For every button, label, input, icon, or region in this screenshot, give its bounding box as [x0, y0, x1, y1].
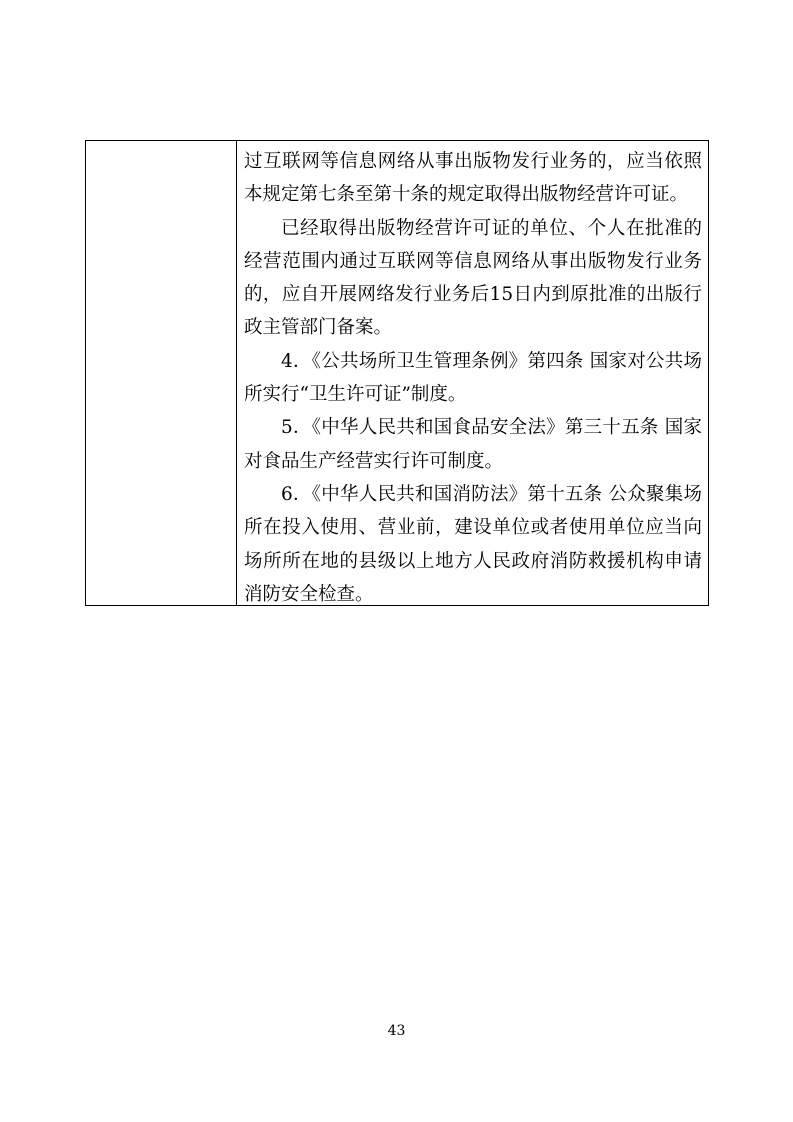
paragraph-food-safety-law: 5．《中华人民共和国食品安全法》第三十五条 国家对食品生产经营实行许可制度。 — [244, 417, 702, 472]
page-number: 43 — [387, 1023, 406, 1039]
provision-table — [85, 140, 709, 606]
paragraph-public-health-regulation: 4．《公共场所卫生管理条例》第四条 国家对公共场所实行“卫生许可证”制度。 — [244, 350, 702, 406]
paragraph-online-distribution: 过互联网等信息网络从事出版物发行业务的，应当依照本规定第七条至第十条的规定取得出版物经营许可证。 — [244, 151, 702, 206]
paragraph-fire-protection-law: 6．《中华人民共和国消防法》第十五条 公众聚集场所在投入使用、营业前，建设单位或者使用单位应当向场所所在地的县级以上地方人民政府消防救援机构申请消防安全检查。 — [244, 483, 702, 605]
table-right-cell — [237, 141, 708, 605]
paragraph-filing-requirement: 已经取得出版物经营许可证的单位、个人在批准的经营范围内通过互联网等信息网络从事出版物发行业务的，应自开展网络发行业务后15日内到原批准的出版行政主管部门备案。 — [244, 217, 702, 339]
table-left-cell — [86, 141, 237, 605]
